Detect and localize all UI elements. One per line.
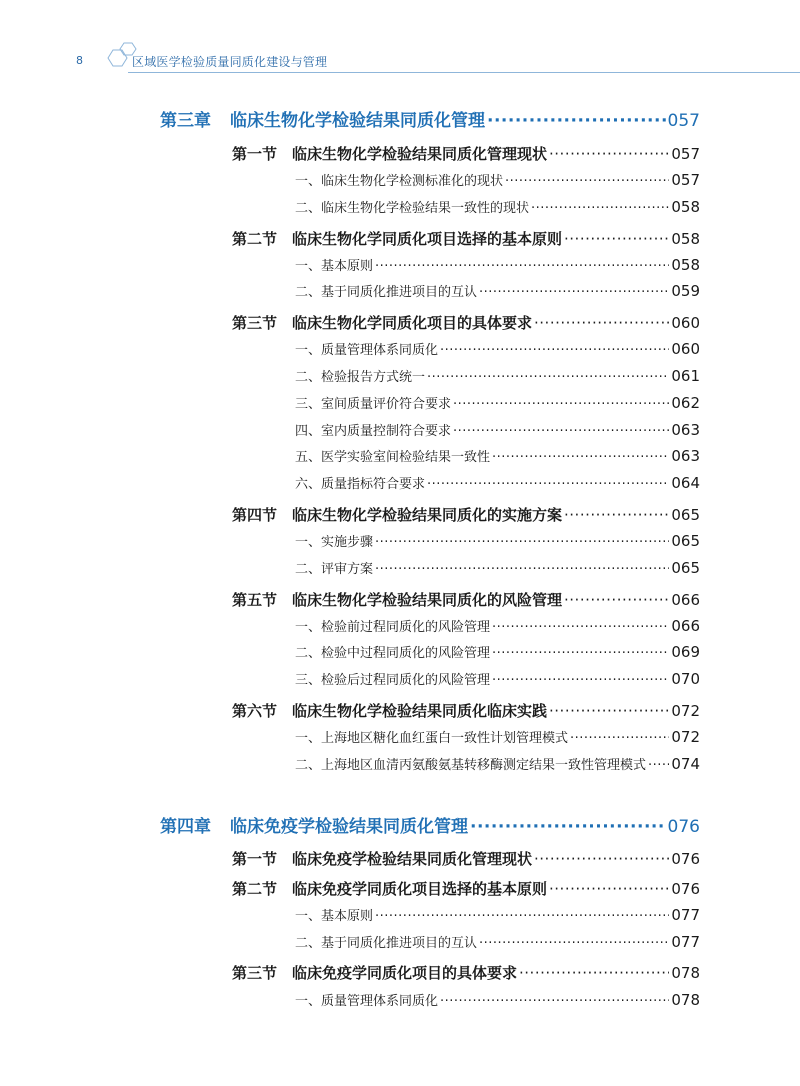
page-reference: 060 <box>671 340 700 358</box>
section-number: 第四节 <box>232 506 278 524</box>
chapter-number: 第四章 <box>160 817 211 837</box>
page-reference: 060 <box>671 314 700 332</box>
dot-leader <box>492 673 669 688</box>
dot-leader <box>453 424 669 439</box>
dot-leader <box>470 817 666 837</box>
page-reference: 058 <box>671 256 700 274</box>
dot-leader <box>564 591 669 609</box>
dot-leader <box>549 702 669 720</box>
toc-item-row[interactable] <box>295 446 700 465</box>
dot-leader <box>375 909 669 924</box>
dot-leader <box>564 230 669 248</box>
section-number: 第六节 <box>232 702 278 720</box>
page-reference: 064 <box>671 474 700 492</box>
page-reference: 072 <box>671 702 700 720</box>
section-title: 临床生物化学检验结果同质化管理现状 <box>292 145 548 163</box>
section-number: 第二节 <box>232 230 278 248</box>
chapter-title: 临床生物化学检验结果同质化管理 <box>230 111 485 131</box>
item-title: 三、室间质量评价符合要求 <box>295 397 452 412</box>
section-number: 第三节 <box>232 964 278 982</box>
page-reference: 057 <box>667 111 700 131</box>
toc-item-row[interactable] <box>295 255 700 274</box>
dot-leader <box>534 850 669 868</box>
dot-leader <box>440 994 669 1009</box>
page-reference: 074 <box>671 755 700 773</box>
toc-section-row[interactable] <box>232 504 700 525</box>
section-title: 临床免疫学检验结果同质化管理现状 <box>292 850 533 868</box>
dot-leader <box>492 646 669 661</box>
page-reference: 072 <box>671 728 700 746</box>
toc-item-row[interactable] <box>295 420 700 439</box>
dot-leader <box>427 370 669 385</box>
page-reference: 057 <box>671 145 700 163</box>
page-reference: 057 <box>671 171 700 189</box>
item-title: 一、实施步骤 <box>295 535 374 550</box>
toc-item-row[interactable] <box>295 616 700 635</box>
toc-item-row[interactable] <box>295 669 700 688</box>
section-title: 临床免疫学同质化项目选择的基本原则 <box>292 880 548 898</box>
toc-chapter-row[interactable] <box>160 106 700 131</box>
page-reference: 061 <box>671 367 700 385</box>
item-title: 二、上海地区血清丙氨酸氨基转移酶测定结果一致性管理模式 <box>295 758 647 773</box>
item-title: 二、检验中过程同质化的风险管理 <box>295 646 491 661</box>
item-title: 六、质量指标符合要求 <box>295 477 426 492</box>
dot-leader <box>487 111 666 131</box>
item-title: 一、上海地区糖化血红蛋白一致性计划管理模式 <box>295 731 569 746</box>
section-number: 第三节 <box>232 314 278 332</box>
dot-leader <box>375 562 669 577</box>
page-reference: 077 <box>671 933 700 951</box>
toc-section-row[interactable] <box>232 962 700 983</box>
item-title: 四、室内质量控制符合要求 <box>295 424 452 439</box>
dot-leader <box>375 259 669 274</box>
chapter-number: 第三章 <box>160 111 211 131</box>
item-title: 一、临床生物化学检测标准化的现状 <box>295 174 504 189</box>
page-reference: 065 <box>671 506 700 524</box>
page-reference: 062 <box>671 394 700 412</box>
dot-leader <box>549 880 669 898</box>
page-reference: 078 <box>671 991 700 1009</box>
dot-leader <box>479 936 669 951</box>
dot-leader <box>570 731 669 746</box>
page-reference: 070 <box>671 670 700 688</box>
dot-leader <box>427 477 669 492</box>
toc-section-row[interactable] <box>232 312 700 333</box>
toc-item-row[interactable] <box>295 990 700 1009</box>
section-number: 第一节 <box>232 145 278 163</box>
toc-section-row[interactable] <box>232 143 700 164</box>
toc-item-row[interactable] <box>295 727 700 746</box>
dot-leader <box>531 201 669 216</box>
toc-section-row[interactable] <box>232 228 700 249</box>
page-reference: 078 <box>671 964 700 982</box>
toc-chapter-row[interactable] <box>160 812 700 837</box>
item-title: 一、检验前过程同质化的风险管理 <box>295 620 491 635</box>
page-reference: 063 <box>671 447 700 465</box>
page-reference: 063 <box>671 421 700 439</box>
item-title: 二、检验报告方式统一 <box>295 370 426 385</box>
section-number: 第二节 <box>232 880 278 898</box>
dot-leader <box>479 285 669 300</box>
item-title: 二、基于同质化推进项目的互认 <box>295 936 478 951</box>
chapter-title: 临床免疫学检验结果同质化管理 <box>230 817 468 837</box>
page-reference: 065 <box>671 532 700 550</box>
dot-leader <box>375 535 669 550</box>
dot-leader <box>534 314 669 332</box>
toc-item-row[interactable] <box>295 754 700 773</box>
page-reference: 066 <box>671 617 700 635</box>
toc-item-row[interactable] <box>295 197 700 216</box>
dot-leader <box>519 964 669 982</box>
toc-item-row[interactable] <box>295 473 700 492</box>
toc-item-row[interactable] <box>295 642 700 661</box>
section-title: 临床生物化学检验结果同质化的实施方案 <box>292 506 563 524</box>
dot-leader <box>564 506 669 524</box>
item-title: 二、基于同质化推进项目的互认 <box>295 285 478 300</box>
item-title: 一、质量管理体系同质化 <box>295 994 439 1009</box>
dot-leader <box>549 145 669 163</box>
page-reference: 059 <box>671 282 700 300</box>
toc-item-row[interactable] <box>295 170 700 189</box>
dot-leader <box>440 343 669 358</box>
page-reference: 076 <box>667 817 700 837</box>
item-title: 二、临床生物化学检验结果一致性的现状 <box>295 201 530 216</box>
page-reference: 065 <box>671 559 700 577</box>
section-number: 第一节 <box>232 850 278 868</box>
dot-leader <box>648 758 669 773</box>
toc-section-row[interactable] <box>232 589 700 610</box>
toc-item-row[interactable] <box>295 558 700 577</box>
page-reference: 076 <box>671 880 700 898</box>
item-title: 一、基本原则 <box>295 259 374 274</box>
section-number: 第五节 <box>232 591 278 609</box>
toc-item-row[interactable] <box>295 366 700 385</box>
page-reference: 066 <box>671 591 700 609</box>
section-title: 临床免疫学同质化项目的具体要求 <box>292 964 518 982</box>
item-title: 三、检验后过程同质化的风险管理 <box>295 673 491 688</box>
header-divider <box>128 72 800 73</box>
item-title: 一、基本原则 <box>295 909 374 924</box>
toc-section-row[interactable] <box>232 878 700 899</box>
section-title: 临床生物化学检验结果同质化临床实践 <box>292 702 548 720</box>
dot-leader <box>505 174 669 189</box>
running-title: 区域医学检验质量同质化建设与管理 <box>132 55 328 69</box>
toc-item-row[interactable] <box>295 393 700 412</box>
page-header <box>0 0 800 80</box>
page-number: 8 <box>76 54 83 67</box>
item-title: 二、评审方案 <box>295 562 374 577</box>
toc-item-row[interactable] <box>295 531 700 550</box>
item-title: 一、质量管理体系同质化 <box>295 343 439 358</box>
toc-item-row[interactable] <box>295 932 700 951</box>
toc-item-row[interactable] <box>295 281 700 300</box>
toc-item-row[interactable] <box>295 905 700 924</box>
section-title: 临床生物化学检验结果同质化的风险管理 <box>292 591 563 609</box>
page-reference: 058 <box>671 230 700 248</box>
toc-section-row[interactable] <box>232 848 700 869</box>
item-title: 五、医学实验室间检验结果一致性 <box>295 450 491 465</box>
page-reference: 076 <box>671 850 700 868</box>
dot-leader <box>492 450 669 465</box>
dot-leader <box>492 620 669 635</box>
page-reference: 069 <box>671 643 700 661</box>
section-title: 临床生物化学同质化项目的具体要求 <box>292 314 533 332</box>
toc-item-row[interactable] <box>295 339 700 358</box>
dot-leader <box>453 397 669 412</box>
section-title: 临床生物化学同质化项目选择的基本原则 <box>292 230 563 248</box>
toc-section-row[interactable] <box>232 700 700 721</box>
page-reference: 058 <box>671 198 700 216</box>
page-reference: 077 <box>671 906 700 924</box>
